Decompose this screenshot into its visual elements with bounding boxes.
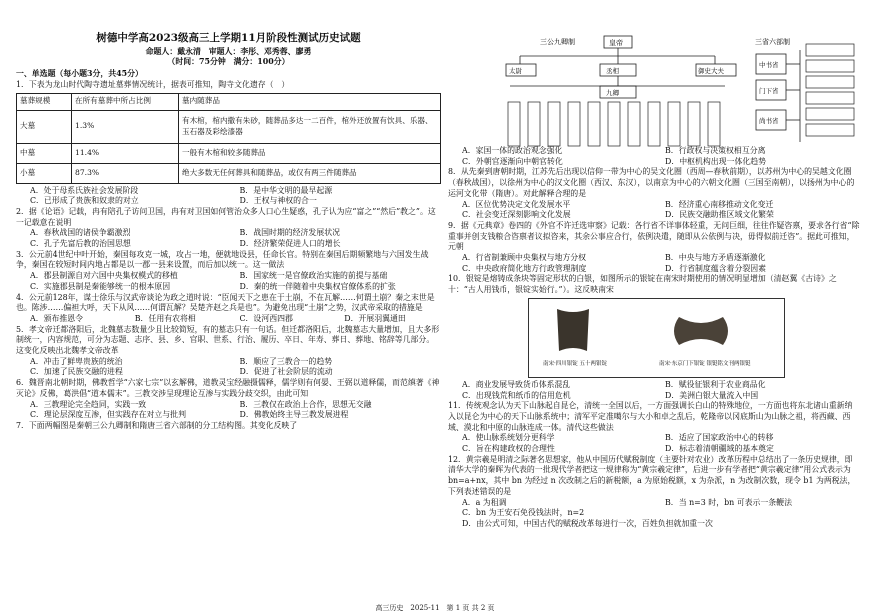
silver-ingot-image-2 bbox=[674, 317, 728, 345]
section-heading: 一、单选题（每小题3分，共45分） bbox=[16, 69, 143, 79]
question-4-stem: 4．公元前128年，谋士徐乐与汉武帝谈论为政之道时说：“臣闻天下之患在于土崩，不在瓦解……何谓土崩？秦之末世是也。陈涉……偏袒大呼，天下从风……何谓瓦解？吴楚齐赵之兵是也”。为避免出现“土崩”之势，汉武帝采取的措施是 bbox=[16, 292, 435, 313]
option-a[interactable]: A．使山脉系统划分更科学 bbox=[462, 433, 555, 443]
node-label: 门下省 bbox=[759, 87, 779, 95]
ministry-boxes bbox=[508, 102, 720, 146]
table-cell: 11.4% bbox=[72, 143, 179, 163]
table-header: 在所有墓葬中所占比例 bbox=[72, 93, 179, 110]
diagram-right-title: 三省六部制 bbox=[755, 38, 790, 46]
node-label: 太尉 bbox=[509, 67, 522, 75]
question-2-options bbox=[16, 228, 441, 249]
option-c[interactable]: C．旨在构建政权的合理性 bbox=[462, 444, 555, 454]
option-d[interactable]: D．秦的统一伴随着中央集权官僚体系的扩张 bbox=[239, 281, 396, 291]
option-a[interactable]: A．处于母系氏族社会发展阶段 bbox=[30, 185, 139, 195]
question-11-stem: 11．传统观念认为天下山脉起自昆仑，清统一全国以后，一方面强调长白山的特殊地位，一方面也将东北诸山重新纳入以昆仑为中心的天下山脉系统中；清军平定准噶尔与大小和卓之乱后，乾隆帝以冈底斯山为山脉之祖，将西藏、西域、漠北和中原的山脉连成一体。清代这些做法 bbox=[448, 401, 853, 432]
exam-title: 树德中学高2023级高三上学期11月阶段性测试历史试题 bbox=[96, 32, 361, 44]
question-6-options bbox=[16, 400, 441, 421]
option-c[interactable]: C．实施郡县制是秦能够统一的根本原因 bbox=[30, 281, 171, 291]
table-row bbox=[17, 163, 441, 183]
option-b[interactable]: B．战国时期的经济发展状况 bbox=[239, 228, 340, 238]
node-label: 中书省 bbox=[759, 61, 779, 69]
option-a[interactable]: A．行省制兼顾中央集权与地方分权 bbox=[462, 253, 587, 263]
node-label: 九卿 bbox=[606, 89, 619, 97]
question-4-options bbox=[16, 314, 441, 325]
option-a[interactable]: A．三教理论完全趋同，实践一致 bbox=[30, 399, 147, 409]
question-8-stem: 8．从先秦到唐朝时期，江苏先后出现以信仰一带为中心的吴文化圈（西周—春秋前期），以苏州为中心的吴越文化圈（春秋战国），以徐州为中心的汉文化圈（西汉、东汉），以南京为中心的六朝文化圈（三国至南朝），以扬州为中心的运河文化带（隋唐）。对此解释合理的是 bbox=[448, 167, 855, 198]
table-cell: 1.3% bbox=[72, 110, 179, 143]
table-cell: 有木棺，棺内撒有朱砂，随葬品多达一二百件，棺外还放置有饮具、乐器、玉石器及彩绘漆器 bbox=[179, 110, 441, 143]
question-3-stem: 3．公元前4世纪中叶开始，秦国每攻克一城，攻占一地，便就地设县，任命长官。特别在秦国后期频繁地与六国发生战争，秦国在较短时间内地占都是以一郡一县来设置，而后加以统一。这一做法 bbox=[16, 249, 429, 270]
option-b[interactable]: B．适应了国家政治中心的转移 bbox=[665, 433, 774, 443]
option-b[interactable]: B．顺应了三教合一的趋势 bbox=[239, 356, 333, 366]
option-a[interactable]: A．区位优势决定文化发展水平 bbox=[462, 199, 571, 209]
option-b[interactable]: B．三教仅在政治上合作，思想无交融 bbox=[239, 399, 372, 409]
option-c[interactable]: C．出现钱荒和纸币的信用危机 bbox=[462, 390, 571, 400]
option-c[interactable]: C．社会变迁深刻影响文化发展 bbox=[462, 210, 571, 220]
option-c[interactable]: C．已形成了贵族和奴隶的对立 bbox=[30, 196, 139, 206]
option-a[interactable]: A．郡县制源自对六国中央集权模式的移植 bbox=[30, 271, 178, 281]
option-b[interactable]: B．行政权与决策权相互分离 bbox=[665, 146, 766, 155]
table-cell: 大墓 bbox=[17, 110, 72, 143]
table-cell: 87.3% bbox=[72, 163, 179, 183]
option-a[interactable]: A．春秋战国的诸侯争霸激烈 bbox=[30, 228, 131, 238]
option-d[interactable]: D．民族交融助推区域文化繁荣 bbox=[665, 210, 774, 220]
table-cell: 绝大多数无任何葬具和随葬品，或仅有两三件随葬品 bbox=[179, 163, 441, 183]
exam-authors: 命题人：戴永清 审题人：李彤、邓秀蓉、廖勇 bbox=[145, 46, 312, 56]
option-d[interactable]: D．经济繁荣促进人口的增长 bbox=[239, 239, 341, 249]
option-d[interactable]: D．开展羽翼通田 bbox=[344, 313, 406, 323]
table-header: 墓葬规模 bbox=[17, 93, 72, 110]
option-b[interactable]: B．中央与地方矛盾逐渐激化 bbox=[665, 253, 766, 263]
table-cell: 中墓 bbox=[17, 143, 72, 163]
table-row bbox=[17, 110, 441, 143]
node-label: 御史大夫 bbox=[698, 67, 724, 75]
question-10-options bbox=[448, 380, 860, 401]
question-7-stem: 7．下面两幅图是秦朝三公九卿制和隋唐三省六部制的分工结构图。其变化反映了 bbox=[16, 420, 298, 430]
option-c[interactable]: C．外朝官逐渐向中朝官转化 bbox=[462, 156, 563, 166]
question-2-stem: 2．据《论语》记载，冉有陪孔子访问卫国，冉有对卫国如何管治众多人口心生疑惑，孔子认为应“富之”“然后”教之”。这一记载意在说明 bbox=[16, 206, 436, 227]
table-cell: 小墓 bbox=[17, 163, 72, 183]
question-5-stem: 5．孝文帝迁都洛阳后，北魏墓志数量少且比较简短，有的墓志只有一句话。但迁都洛阳后，北魏墓志大量增加，且大多形制统一，内容规范，可分为志题、志序、县、乡、官职、世系、行治、履历、卒日、年寿、葬日、葬地、铭辞等几部分。这变化反映出北魏孝文帝改革 bbox=[16, 324, 440, 356]
question-5-options bbox=[16, 357, 441, 378]
question-12-stem: 12．黄宗羲是明清之际著名思想家，他从中国历代赋税制度（主要针对农业）改革历程中总结出了一条历史规律，即清华大学的秦晖为代表的一批现代学者把这一规律称为“黄宗羲定律”，后进一步有学者把“黄宗羲定律”用公式表示为 bn=a+nx，其中 bn 为经过 n 次改制之后的新税额，a 为原始税额，x 为杂派，n 为改制次数，现令 b1 为两税法，下列表述错误的是 bbox=[448, 454, 856, 496]
tomb-table bbox=[16, 93, 441, 184]
option-d[interactable]: D．中枢机构出现一体化趋势 bbox=[665, 156, 767, 166]
option-c[interactable]: C．理论层深度互渗，但实践存在对立与批判 bbox=[30, 410, 186, 420]
option-c[interactable]: C．中央政府简化地方行政管理制度 bbox=[462, 263, 587, 273]
question-11-options bbox=[448, 433, 860, 454]
option-b[interactable]: B．赋役征银利于农业商品化 bbox=[665, 379, 766, 389]
question-6-stem: 6．魏晋南北朝时期，佛教哲学“六家七宗”以玄解佛，道教灵宝经融摄儒释，儒学则有何晏、王弼以道释儒，而范缜著《神灭论》反佛，葛洪倡“道本儒末”。三教交涉呈现理论互渗与实践分歧交织，由此可知 bbox=[16, 378, 440, 398]
option-c[interactable]: C．设河西四郡 bbox=[239, 313, 293, 323]
option-c[interactable]: C．加速了民族交融的进程 bbox=[30, 367, 123, 377]
option-d[interactable]: D．标志着清朝疆域的基本奠定 bbox=[665, 444, 774, 454]
six-ministry-boxes bbox=[806, 44, 854, 136]
table-row bbox=[17, 143, 441, 163]
question-1-options bbox=[16, 186, 441, 207]
question-3-options bbox=[16, 271, 441, 292]
option-b[interactable]: B．经济重心南移推动文化变迁 bbox=[665, 199, 774, 209]
table-cell: 一般有木棺和较多随葬品 bbox=[179, 143, 441, 163]
option-d[interactable]: D．行省制度蕴含着分裂因素 bbox=[665, 263, 767, 273]
figure-caption-1: 南宋·四川银锭 五十两银锭 bbox=[543, 360, 607, 367]
right-column bbox=[448, 146, 860, 530]
option-b[interactable]: B．国家统一是官僚政治实施的前提与基础 bbox=[239, 271, 388, 281]
question-9-stem: 9．据《元典章》卷四的《外官不许迁选审察》记载：各行省不详事体轻重，无问巨细，往往作疑咨禀，要求各行省“除重事并创支钱粮合咨禀者议拟咨来，其余公事应合行，依例决遣，随即从公依例与决，毋得似前迁咨”。据此可推知，元朝 bbox=[448, 220, 860, 252]
diagram-left-title: 三公九卿制 bbox=[540, 38, 575, 46]
option-c[interactable]: C．孔子先富后教的治国思想 bbox=[30, 239, 131, 249]
question-8-options bbox=[448, 200, 860, 221]
government-structure-diagram bbox=[500, 30, 860, 150]
option-a[interactable]: A．家国一体的政治观念强化 bbox=[462, 146, 563, 155]
table-header: 墓内随葬品 bbox=[179, 93, 441, 110]
page-footer: 高三历史 2025-11 第 1 页 共 2 页 bbox=[375, 604, 495, 612]
emperor-label: 皇帝 bbox=[609, 39, 623, 47]
left-column bbox=[16, 28, 441, 432]
option-a[interactable]: A．颁布推恩令 bbox=[30, 313, 84, 323]
option-d[interactable]: D．佛教始终主导三教发展进程 bbox=[239, 410, 349, 420]
question-12-options bbox=[448, 498, 860, 519]
option-b[interactable]: B．任用有农将相 bbox=[134, 313, 196, 323]
option-c[interactable]: C．bn 为王安石免役钱法时，n=2 bbox=[462, 508, 585, 518]
option-a[interactable]: A．a 为租调 bbox=[462, 497, 507, 507]
question-7-options bbox=[448, 146, 860, 167]
option-a[interactable]: A．商业发展导致货币体系混乱 bbox=[462, 379, 571, 389]
exam-time-score: （时间：75分钟 满分：100分） bbox=[167, 57, 290, 67]
question-10-stem: 10．银锭是熔铸成条块等固定形状的白银，如图所示的银锭在南宋时期使用的情况明显增加（清赵翼《古诗》之十：“古人用钱币，银锭实始行。”）。这反映南宋 bbox=[448, 274, 837, 295]
option-d[interactable]: D．王权与神权的合一 bbox=[239, 196, 317, 206]
option-d[interactable]: D．促进了社会阶层的流动 bbox=[239, 367, 333, 377]
option-b[interactable]: B．是中华文明的最早起源 bbox=[239, 185, 333, 195]
option-d[interactable]: D．美洲白银大量流入中国 bbox=[665, 390, 759, 400]
silver-ingot-figure bbox=[528, 298, 785, 378]
option-d[interactable]: D．由公式可知，中国古代的赋税改革每进行一次，百姓负担就加重一次 bbox=[462, 518, 713, 528]
node-label: 丞相 bbox=[606, 67, 619, 75]
table-header-row bbox=[17, 93, 441, 110]
question-9-options bbox=[448, 253, 860, 274]
question-1-stem: 1．下表为龙山时代陶寺遗址墓葬情况统计，据表可推知，陶寺文化遗存（ ） bbox=[16, 79, 290, 89]
node-label: 尚书省 bbox=[759, 117, 779, 125]
silver-ingot-image-1 bbox=[557, 309, 589, 351]
figure-caption-2: 南宋·东京门下银锭 银铤铭文刊两银铤 bbox=[659, 360, 751, 367]
option-a[interactable]: A．冲击了鲜卑贵族的统治 bbox=[30, 356, 123, 366]
option-b[interactable]: B．当 n=3 时，bn 可表示一条鞭法 bbox=[665, 497, 792, 507]
